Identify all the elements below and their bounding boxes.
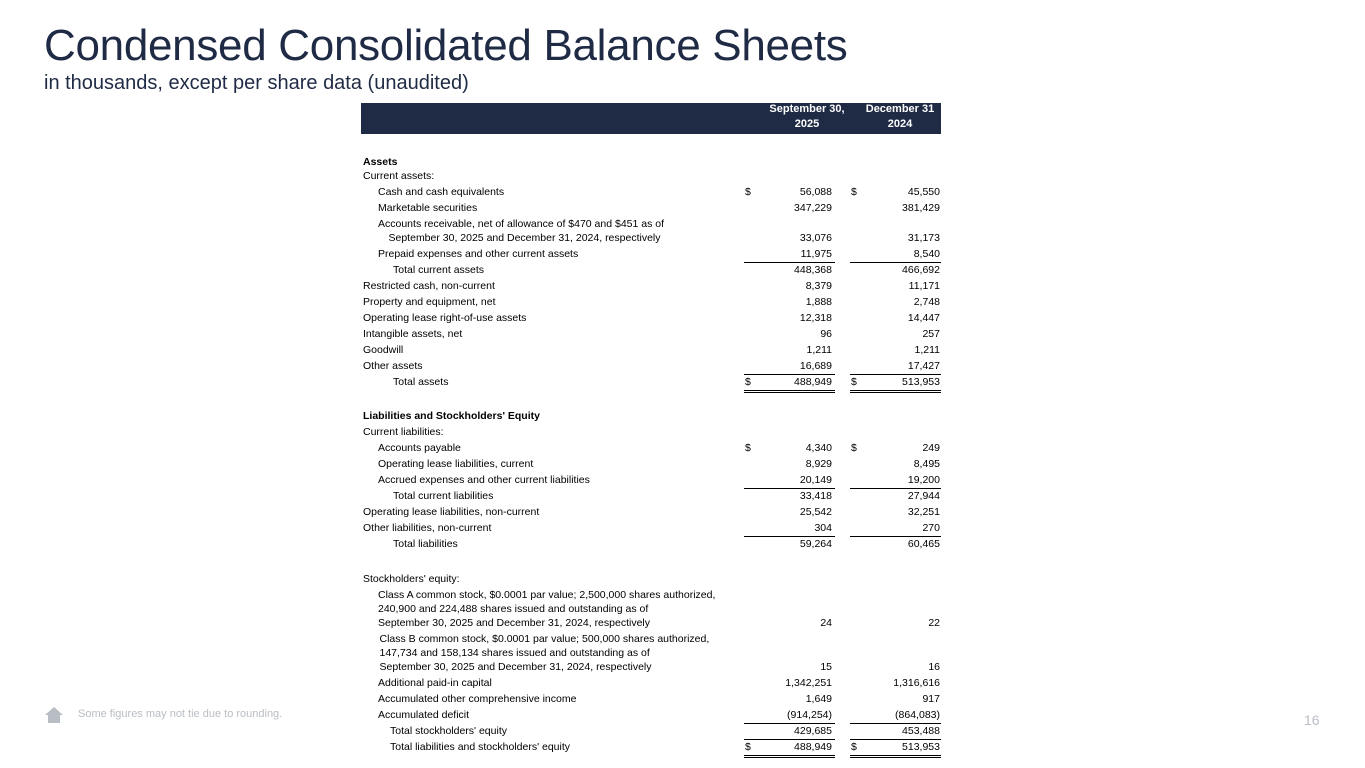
table-row [361, 739, 941, 755]
value-sep-2025: 96 [820, 328, 832, 340]
value-dec-2024: 270 [922, 522, 940, 534]
dollar-sign: $ [745, 186, 751, 198]
row-label: Accumulated deficit [378, 709, 470, 721]
underline [850, 390, 941, 391]
double-underline [744, 392, 835, 393]
row-label: Stockholders' equity: [363, 573, 460, 585]
value-dec-2024: 17,427 [907, 360, 940, 372]
row-label: Total assets [393, 376, 449, 388]
table-row [361, 472, 941, 488]
dollar-sign: $ [745, 376, 751, 388]
footnote: Some figures may not tie due to rounding. [78, 708, 283, 720]
value-sep-2025: 1,649 [805, 693, 832, 705]
table-row [361, 707, 941, 723]
value-dec-2024: 45,550 [907, 186, 940, 198]
value-sep-2025: 304 [814, 522, 832, 534]
value-sep-2025: 488,949 [794, 741, 832, 753]
row-label: Class A common stock, $0.0001 par value; 2,500,000 shares authorized, [378, 589, 716, 601]
dollar-sign: $ [745, 442, 751, 454]
row-label: Current liabilities: [363, 426, 444, 438]
column-header-line1: December 31 [865, 103, 935, 115]
row-label: September 30, 2025 and December 31, 2024, respectively [388, 232, 661, 244]
row-label: Total liabilities and stockholders' equity [390, 741, 571, 753]
table-row [361, 520, 941, 536]
row-label: Accumulated other comprehensive income [378, 693, 577, 705]
table-row [361, 456, 941, 472]
value-dec-2024: 31,173 [907, 232, 940, 244]
table-row [361, 659, 941, 675]
value-dec-2024: 2,748 [913, 296, 940, 308]
value-sep-2025: 8,929 [805, 458, 832, 470]
table-row [361, 278, 941, 294]
value-sep-2025: 8,379 [805, 280, 832, 292]
value-dec-2024: 60,465 [907, 538, 940, 550]
home-icon[interactable] [44, 706, 64, 724]
table-row [361, 440, 941, 456]
row-label: Total current liabilities [393, 490, 494, 502]
row-label: Other assets [363, 360, 423, 372]
row-label: 147,734 and 158,134 shares issued and outstanding as of [379, 647, 650, 659]
table-row [361, 424, 941, 440]
table-row [361, 200, 941, 216]
value-sep-2025: 4,340 [805, 442, 832, 454]
value-sep-2025: 1,342,251 [785, 677, 832, 689]
underline [744, 390, 835, 391]
value-dec-2024: 466,692 [902, 264, 940, 276]
table-row [361, 168, 941, 184]
value-sep-2025: 429,685 [794, 725, 832, 737]
value-sep-2025: 20,149 [799, 474, 832, 486]
row-label: Current assets: [363, 170, 435, 182]
double-underline [850, 757, 941, 758]
value-sep-2025: (914,254) [787, 709, 832, 721]
row-label: Other liabilities, non-current [363, 522, 492, 534]
dollar-sign: $ [851, 186, 857, 198]
row-label: September 30, 2025 and December 31, 2024, respectively [379, 661, 652, 673]
table-row [361, 504, 941, 520]
value-sep-2025: 33,418 [799, 490, 832, 502]
table-row [361, 723, 941, 739]
value-sep-2025: 488,949 [794, 376, 832, 388]
column-header-line2: 2025 [794, 118, 820, 130]
value-dec-2024: 513,953 [902, 376, 940, 388]
value-dec-2024: 27,944 [907, 490, 940, 502]
value-dec-2024: 11,171 [908, 280, 940, 292]
table-row [361, 262, 941, 278]
underline [850, 755, 941, 756]
value-dec-2024: 381,429 [902, 202, 940, 214]
row-label: Goodwill [363, 344, 404, 356]
page-subtitle: in thousands, except per share data (unaudited) [44, 72, 469, 94]
value-sep-2025: 24 [820, 617, 832, 629]
row-label: Prepaid expenses and other current assets [378, 248, 579, 260]
row-label: Liabilities and Stockholders' Equity [363, 410, 540, 422]
row-label: Additional paid-in capital [378, 677, 492, 689]
value-sep-2025: 448,368 [794, 264, 832, 276]
row-label: Marketable securities [378, 202, 478, 214]
value-dec-2024: 249 [922, 442, 940, 454]
value-sep-2025: 59,264 [799, 538, 832, 550]
sum-line [744, 739, 835, 740]
page-title: Condensed Consolidated Balance Sheets [44, 21, 848, 70]
table-row [361, 358, 941, 374]
table-row [361, 310, 941, 326]
row-label: Total current assets [393, 264, 485, 276]
row-label: Assets [363, 156, 398, 168]
row-label: Restricted cash, non-current [363, 280, 495, 292]
column-header-dec-2024 [855, 102, 945, 132]
table-row [361, 230, 941, 246]
value-sep-2025: 56,088 [799, 186, 832, 198]
double-underline [744, 757, 835, 758]
double-underline [850, 392, 941, 393]
row-label: Cash and cash equivalents [378, 186, 505, 198]
value-dec-2024: 22 [928, 617, 940, 629]
row-label: Accounts payable [378, 442, 461, 454]
underline [744, 755, 835, 756]
value-dec-2024: 1,211 [914, 344, 940, 356]
value-dec-2024: 19,200 [907, 474, 940, 486]
value-dec-2024: 917 [922, 693, 940, 705]
value-dec-2024: 453,488 [902, 725, 940, 737]
value-sep-2025: 33,076 [799, 232, 832, 244]
sum-line [850, 374, 941, 375]
row-label: Class B common stock, $0.0001 par value; 500,000 shares authorized, [379, 633, 710, 645]
value-dec-2024: (864,083) [895, 709, 940, 721]
value-sep-2025: 347,229 [794, 202, 832, 214]
table-row [361, 615, 941, 631]
row-label: September 30, 2025 and December 31, 2024, respectively [378, 617, 651, 629]
value-sep-2025: 16,689 [799, 360, 832, 372]
table-row [361, 675, 941, 691]
row-label: Operating lease liabilities, non-current [363, 506, 540, 518]
table-row [361, 374, 941, 390]
row-label: Property and equipment, net [363, 296, 496, 308]
table-row [361, 326, 941, 342]
table-row [361, 342, 941, 358]
value-sep-2025: 1,888 [805, 296, 832, 308]
dollar-sign: $ [745, 741, 751, 753]
sum-line [850, 739, 941, 740]
table-row [361, 691, 941, 707]
value-sep-2025: 15 [820, 661, 832, 673]
value-dec-2024: 1,316,616 [893, 677, 940, 689]
row-label: Intangible assets, net [363, 328, 463, 340]
value-dec-2024: 257 [922, 328, 940, 340]
table-row [361, 246, 941, 262]
row-label: Accrued expenses and other current liabilities [378, 474, 590, 486]
dollar-sign: $ [851, 442, 857, 454]
value-dec-2024: 32,251 [907, 506, 940, 518]
column-header-line2: 2024 [887, 118, 913, 130]
row-label: 240,900 and 224,488 shares issued and outstanding as of [378, 603, 649, 615]
dollar-sign: $ [851, 741, 857, 753]
value-sep-2025: 12,318 [799, 312, 832, 324]
value-dec-2024: 16 [928, 661, 940, 673]
row-label: Accounts receivable, net of allowance of $470 and $451 as of [378, 218, 665, 230]
table-header-bar [361, 103, 941, 134]
value-dec-2024: 14,447 [907, 312, 940, 324]
sum-line [744, 374, 835, 375]
value-dec-2024: 8,495 [913, 458, 940, 470]
row-label: Total stockholders' equity [390, 725, 507, 737]
dollar-sign: $ [851, 376, 857, 388]
table-row [361, 571, 941, 587]
value-sep-2025: 25,542 [799, 506, 832, 518]
value-dec-2024: 8,540 [913, 248, 940, 260]
table-row [361, 294, 941, 310]
table-row [361, 184, 941, 200]
page-number: 16 [1304, 712, 1320, 728]
table-row [361, 408, 941, 424]
value-sep-2025: 11,975 [800, 248, 832, 260]
row-label: Operating lease liabilities, current [378, 458, 534, 470]
column-header-sep-2025 [762, 102, 852, 132]
row-label: Total liabilities [393, 538, 458, 550]
row-label: Operating lease right-of-use assets [363, 312, 527, 324]
value-sep-2025: 1,211 [806, 344, 832, 356]
table-row [361, 536, 941, 552]
value-dec-2024: 513,953 [902, 741, 940, 753]
column-header-line1: September 30, [769, 103, 845, 115]
table-row [361, 488, 941, 504]
